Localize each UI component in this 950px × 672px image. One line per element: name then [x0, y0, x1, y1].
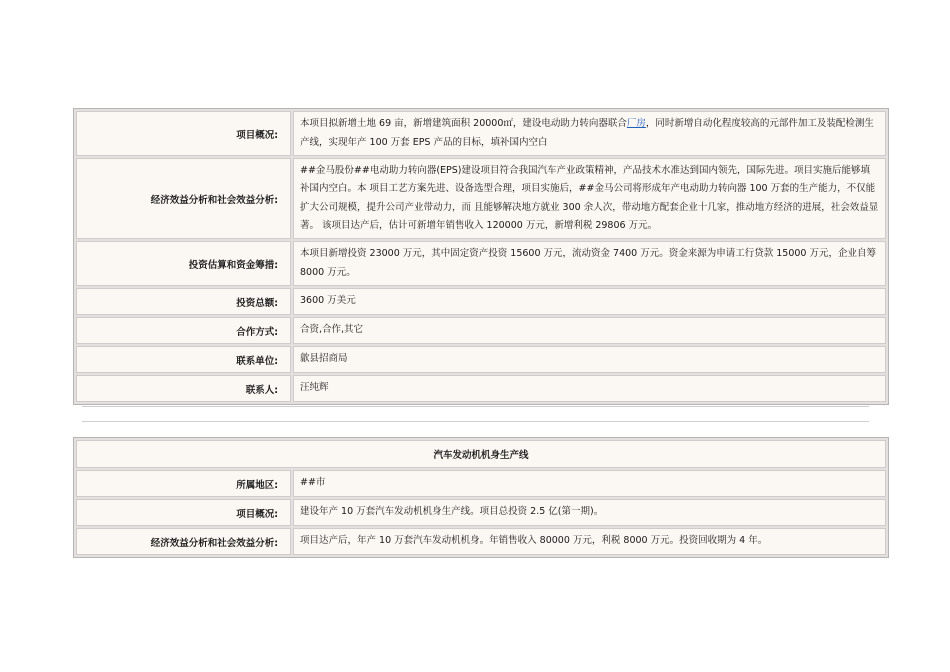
row-value [293, 375, 886, 402]
table-row [76, 470, 886, 497]
table-row [76, 111, 886, 156]
row-label: 合作方式: [76, 317, 291, 344]
value-text: 本项目拟新增土地 69 亩，新增建筑面积 20000㎡，建设电动助力转向器联合 [300, 118, 627, 129]
row-value [293, 241, 886, 286]
table-title: 汽车发动机机身生产线 [76, 440, 886, 468]
row-value [293, 528, 886, 555]
divider [82, 406, 869, 407]
value-text: 本项目新增投资 23000 万元，其中固定资产投资 15600 万元，流动资金 7400 万元。资金来源为申请工行贷款 15000 万元，企业自筹 8000 万元。 [300, 248, 876, 278]
table-row [76, 528, 886, 555]
value-text: ##金马股份##电动助力转向器(EPS)建设项目符合我国汽车产业政策精神，产品技术水准达到国内领先，国际先进。项目实施后能够填补国内空白。本 项目工艺方案先进、设备选型合理，项目实施后，##金马公司将形成年产电动助力转向器 100 万套的生产能力，不仅能扩大公司规模，提升公司产业带动力，而 且能够解决地方就业 300 余人次，带动地方配套企业十几家，推动地方经济的进展，社会效益显著。 该项目达产后，估计可新增年销售收入 120000 万元，新增利税 29806 万元。 [300, 164, 879, 231]
table-row [76, 288, 886, 315]
project-table-1 [73, 108, 889, 405]
value-text: 歙县招商局 [300, 353, 348, 365]
value-text: 建设年产 10 万套汽车发动机机身生产线。项目总投资 2.5 亿(第一期)。 [300, 506, 604, 518]
value-text: 项目达产后，年产 10 万套汽车发动机机身。年销售收入 80000 万元，利税 8000 万元。投资回收期为 4 年。 [300, 535, 768, 547]
value-text: 汪纯辉 [300, 382, 329, 394]
value-text: 3600 万美元 [300, 295, 356, 307]
row-label: 联系人: [76, 375, 291, 402]
value-text: ##市 [300, 477, 326, 489]
row-label: 经济效益分析和社会效益分析: [76, 528, 291, 555]
divider [82, 421, 869, 422]
value-text: 合资,合作,其它 [300, 324, 364, 336]
table-row [76, 158, 886, 239]
row-value [293, 158, 886, 239]
table-row [76, 375, 886, 402]
row-value [293, 317, 886, 344]
row-label: 项目概况: [76, 499, 291, 526]
factory-link[interactable]: 厂房 [626, 118, 646, 129]
table-row [76, 499, 886, 526]
row-value [293, 288, 886, 315]
row-label: 联系单位: [76, 346, 291, 373]
row-label: 经济效益分析和社会效益分析: [76, 158, 291, 239]
row-value [293, 346, 886, 373]
table-row [76, 241, 886, 286]
row-label: 投资总额: [76, 288, 291, 315]
table-title-row [76, 440, 886, 468]
row-label: 所属地区: [76, 470, 291, 497]
value-text: ，同时新增自动化程度较高的元部件加工及装配检测生产线，实现年产 100 万套 EPS 产品的目标，填补国内空白 [300, 118, 874, 148]
row-value [293, 111, 886, 156]
row-value [293, 470, 886, 497]
row-label: 投资估算和资金筹措: [76, 241, 291, 286]
row-value [293, 499, 886, 526]
table-row [76, 317, 886, 344]
row-label: 项目概况: [76, 111, 291, 156]
project-table-2 [73, 437, 889, 558]
table-row [76, 346, 886, 373]
